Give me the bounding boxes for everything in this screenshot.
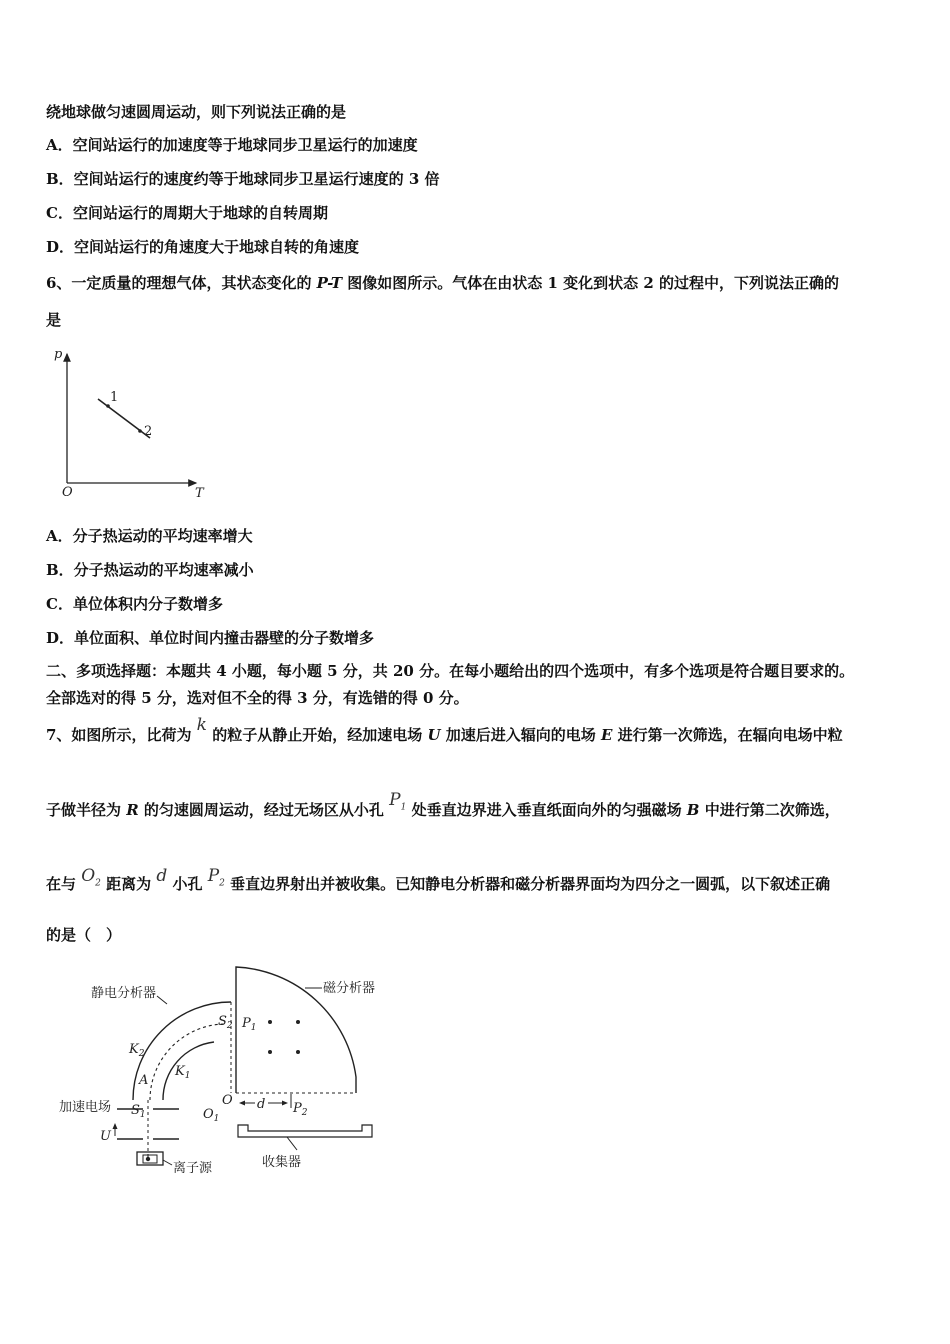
q6-option-c: C．单位体积内分子数增多: [46, 595, 223, 613]
q6-option-d: D．单位面积、单位时间内撞击器壁的分子数增多: [46, 629, 375, 647]
collector-label: 收集器: [262, 1155, 302, 1170]
s2-label: $S_2$: [218, 1014, 233, 1031]
state1-label: 1: [110, 390, 119, 405]
q5-option-a: A．空间站运行的加速度等于地球同步卫星运行的加速度: [46, 136, 418, 154]
q7-line1: 7、如图所示，比荷为 k 的粒子从静止开始，经加速电场 U 加速后进入辐向的电场 E 进行第一次筛选，在辐向电场中粒: [46, 715, 843, 744]
p2-label: $P_2$: [293, 1101, 308, 1118]
t-axis-label: T: [195, 486, 204, 501]
d-label: d: [257, 1097, 266, 1112]
collector-shape: [238, 1125, 372, 1137]
ion-source-dot: [146, 1157, 150, 1161]
source-leader: [163, 1160, 172, 1165]
pt-graph: [40, 340, 220, 505]
p1-label: $P_1$: [242, 1016, 257, 1033]
field-dot: [268, 1020, 272, 1024]
q6-stem: 6、一定质量的理想气体，其状态变化的 P-T 图像如图所示。气体在由状态 1 变化到状态 2 的过程中，下列说法正确的: [46, 274, 840, 292]
o1-label: $O_1$: [203, 1107, 220, 1124]
field-dot: [268, 1050, 272, 1054]
u-label: U: [100, 1129, 111, 1144]
q6-option-b: B．分子热运动的平均速率减小: [46, 561, 254, 579]
accel-field-label: 加速电场: [59, 1100, 112, 1115]
q7-line3: 在与 $O_2$ 距离为 d 小孔 $P_2$ 垂直边界射出并被收集。已知静电分析器和磁分析器界面均为四分之一圆弧，以下叙述正确: [46, 866, 831, 893]
spectrometer-figure: [55, 960, 400, 1185]
d-variable: d: [156, 866, 168, 886]
q5-option-b: B．空间站运行的速度约等于地球同步卫星运行速度的 3 倍: [46, 170, 440, 188]
section2-line1: 二、多项选择题：本题共 4 小题，每小题 5 分，共 20 分。在每小题给出的四个选项中，有多个选项是符合题目要求的。: [46, 662, 855, 680]
ion-path: [150, 1024, 226, 1100]
elec-leader-line: [157, 996, 167, 1004]
origin-label: O: [62, 485, 73, 500]
field-dot: [296, 1050, 300, 1054]
a-label: A: [139, 1073, 149, 1088]
q5-option-c: C．空间站运行的周期大于地球的自转周期: [46, 204, 328, 222]
s1-label: $S_1$: [131, 1103, 146, 1120]
section2-line2: 全部选对的得 5 分，选对但不全的得 3 分，有选错的得 0 分。: [46, 689, 469, 707]
o2-variable: $O_2$: [81, 866, 101, 889]
field-dot: [296, 1020, 300, 1024]
p2-variable: $P_2$: [207, 866, 225, 889]
k1-label: $K_1$: [175, 1064, 191, 1081]
k-variable: k: [196, 715, 207, 735]
p-axis-label: p: [54, 347, 63, 362]
p1-variable: $P_1$: [389, 790, 407, 813]
state2-label: 2: [144, 424, 153, 439]
q6-option-a: A．分子热运动的平均速率增大: [46, 527, 253, 545]
ion-source-label: 离子源: [173, 1161, 213, 1176]
electrostatic-analyzer-label: 静电分析器: [91, 986, 157, 1001]
collector-leader: [287, 1137, 297, 1150]
q7-line2: 子做半径为 R 的匀速圆周运动，经过无场区从小孔 $P_1$ 处垂直边界进入垂直纸面向外的匀强磁场 B 中进行第二次筛选，: [46, 790, 840, 819]
q6-stem-end: 是: [46, 311, 62, 329]
q5-option-d: D．空间站运行的角速度大于地球自转的角速度: [46, 238, 360, 256]
k2-label: $K_2$: [129, 1042, 145, 1059]
pt-variable: P-T: [316, 274, 343, 292]
o-label: O: [222, 1093, 233, 1108]
q7-line4: 的是（ ）: [46, 926, 122, 944]
magnetic-analyzer-label: 磁分析器: [323, 981, 376, 996]
q5-stem: 绕地球做匀速圆周运动，则下列说法正确的是: [46, 103, 347, 121]
process-line: [98, 399, 153, 439]
state2-dot: [138, 429, 142, 433]
